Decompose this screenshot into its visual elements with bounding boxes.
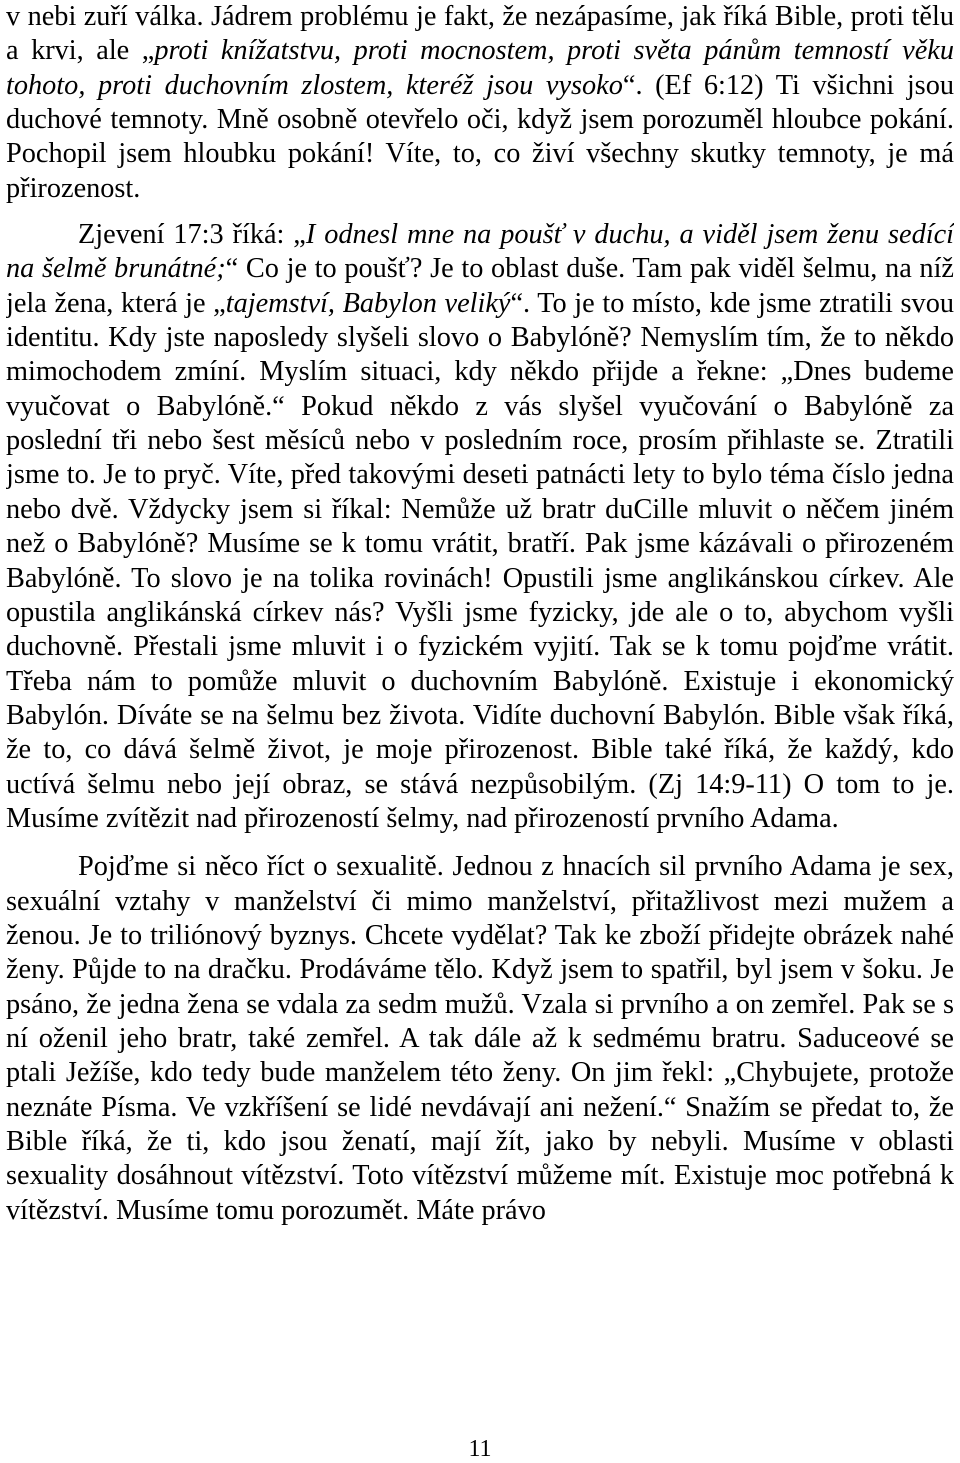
italic-quote-text: proti knížatstvu, proti mocnostem, proti světa pánům temností věku tohoto, proti duchovním zlostem, kteréž jsou vysoko xyxy=(6,35,954,101)
paragraph-text: v nebi zuří válka. Jádrem problému je fakt, že nezápasíme, jak říká Bible, proti tělu a krvi, ale „ xyxy=(6,1,954,67)
paragraph-text: “. (Ef 6:12) Ti všichni jsou duchové temnoty. Mně osobně otevřelo oči, když jsem porozuměl hloubce pokání. Pochopil jsem hloubku pokání! Víte, to, co živí všechny skutky temnoty, je má přirozenost. xyxy=(6,69,954,204)
paragraph-text: Pojďme si něco říct o sexualitě. Jednou z hnacích sil prvního Adama je sex, sexuální vztahy v manželství či mimo manželství, přitažlivost mezi mužem a ženou. Je to triliónový byznys. Chcete vydělat? Tak ke zboží přidejte obrázek nahé ženy. Půjde to na dračku. Prodáváme tělo. Když jsem to spatřil, byl jsem v šoku. Je psáno, že jedna žena se vdala za sedm mužů. Vzala si prvního a on zemřel. Pak se s ní oženil jeho bratr, také zemřel. A tak dále až k sedmému bratru. Saduceové se ptali Ježíše, kdo tedy bude manželem této ženy. On jim řekl: „Chybujete, protože neznáte Písma. Ve vzkříšení se lidé nevdávají ani nežení.“ Snažím se předat to, že Bible říká, že ti, kdo jsou ženatí, mají žít, jako by nebyli. Musíme v oblasti sexuality dosáhnout vítězství. Toto vítězství můžeme mít. Existuje moc potřebná k vítězství. Musíme tomu porozumět. Máte právo xyxy=(6,851,954,1226)
paragraph xyxy=(6,218,954,836)
paragraph xyxy=(6,850,954,1228)
document-page xyxy=(6,0,954,1463)
paragraph xyxy=(6,0,954,206)
paragraph-text: “ Co je to poušť? Je to oblast duše. Tam pak viděl šelmu, na níž jela žena, která je „ xyxy=(6,253,954,319)
italic-quote-text: I odnesl mne na poušť v duchu, a viděl jsem ženu sedící na šelmě brunátné; xyxy=(6,219,954,285)
paragraph-text: “. To je to místo, kde jsme ztratili svou identitu. Kdy jste naposledy slyšeli slovo o Babylóně? Nemyslím tím, že to někdo mimochodem zmíní. Myslím situaci, kdy někdo přijde a řekne: „Dnes budeme vyučovat o Babylóně.“ Pokud někdo z vás slyšel vyučování o Babylóně za poslední tři nebo šest měsíců nebo v posledním roce, prosím přihlaste se. Ztratili jsme to. Je to pryč. Víte, před takovými deseti patnácti lety to bylo téma číslo jedna nebo dvě. Vždycky jsem si říkal: Nemůže už bratr duCille mluvit o něčem jiném než o Babylóně? Musíme se k tomu vrátit, bratří. Pak jsme kázávali o přirozeném Babylóně. To slovo je na tolika rovinách! Opustili jsme anglikánskou církev. Ale opustila anglikánská církev nás? Vyšli jsme fyzicky, jde ale o to, abychom vyšli duchovně. Přestali jsme mluvit i o fyzickém vyjití. Tak se k tomu pojďme vrátit. Třeba nám to pomůže mluvit o duchovním Babylóně. Existuje i ekonomický Babylón. Díváte se na šelmu bez života. Vidíte duchovní Babylón. Bible však říká, že to, co dává šelmě život, je moje přirozenost. Bible také říká, že každý, kdo uctívá šelmu nebo její obraz, se stává nezpůsobilým. (Zj 14:9-11) O tom to je. Musíme zvítězit nad přirozeností šelmy, nad přirozeností prvního Adama. xyxy=(6,287,954,834)
paragraph-text: Zjevení 17:3 říká: „ xyxy=(78,219,306,251)
page-number: 11 xyxy=(468,1436,492,1462)
italic-quote-text: tajemství, Babylon veliký xyxy=(225,287,511,319)
